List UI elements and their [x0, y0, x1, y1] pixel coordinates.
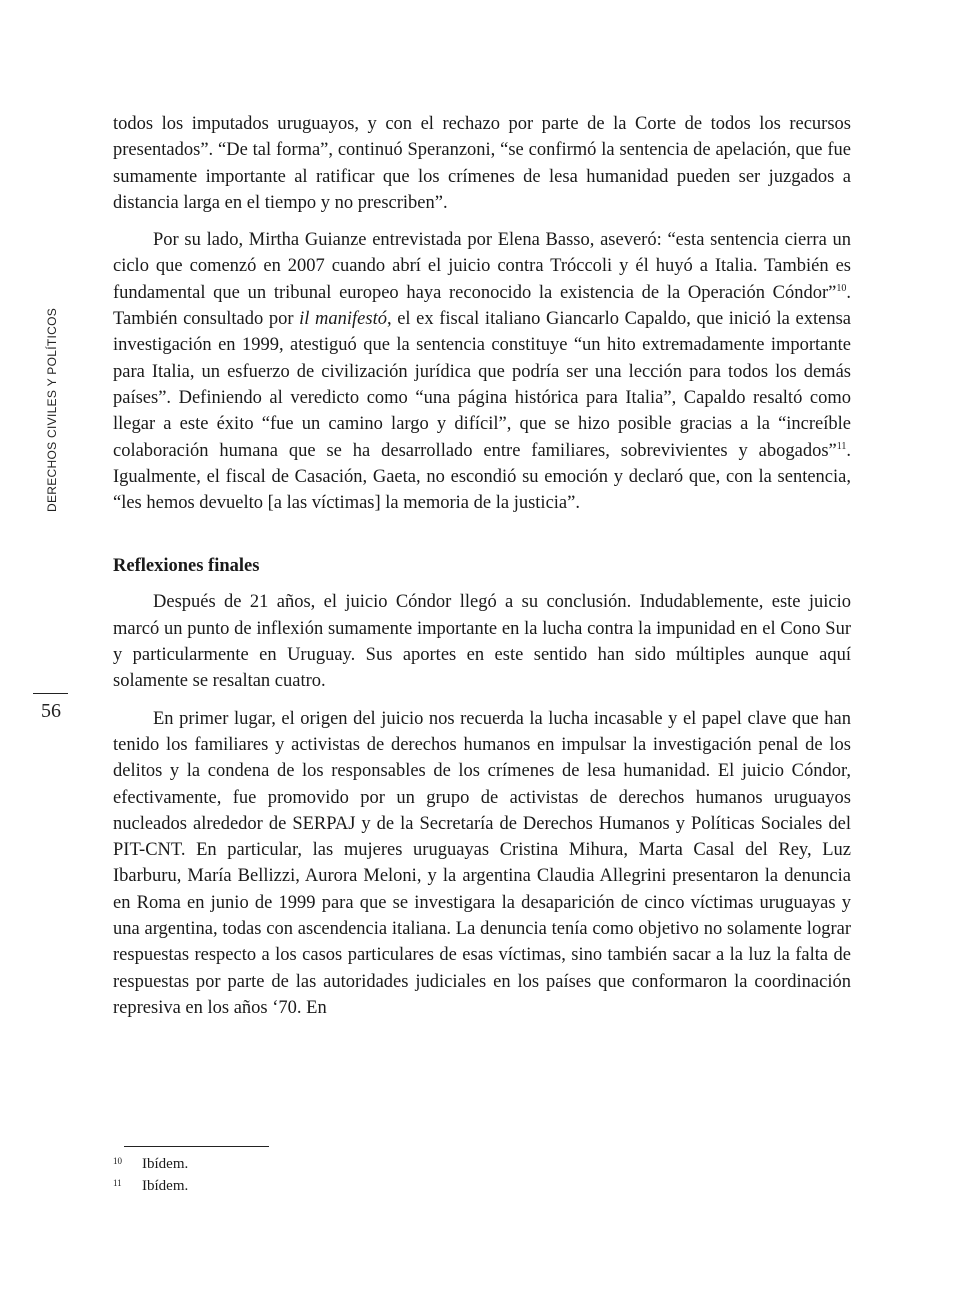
paragraph-guianze: [113, 227, 851, 516]
footnote-item: [113, 1175, 613, 1197]
running-section-label: DERECHOS CIVILES Y POLÍTICOS: [45, 307, 59, 512]
footnote-ref-10: 10: [836, 282, 847, 294]
footnote-ref-11: 11: [836, 440, 847, 452]
footnote-number: 11: [113, 1178, 122, 1188]
footnote-item: [113, 1153, 613, 1175]
page-number: 56: [41, 700, 61, 722]
section-heading: Reflexiones finales: [113, 556, 260, 577]
footnote-separator: [124, 1146, 269, 1147]
publication-name: il manifestó: [299, 309, 387, 330]
paragraph-continuation: todos los imputados uruguayos, y con el rechazo por parte de la Corte de todos los recursos presentados”. “De tal forma”, continuó Speranzoni, “se confirmó la sentencia de apelación, que fue sumamente importante al ratificar que los crímenes de lesa humanidad pueden ser juzgados a distancia larga en el tiempo y no prescriben”.: [113, 114, 851, 213]
paragraph-first-point: En primer lugar, el origen del juicio nos recuerda la lucha incasable y el papel clave que han tenido los familiares y activistas de derechos humanos en impulsar la investigación penal de los delitos y la condena de los responsables de los crímenes de lesa humanidad. El juicio Cóndor, efectivamente, fue promovido por un grupo de activistas de derechos humanos uruguayos nucleados alrededor de SERPAJ y de la Secretaría de Derechos Humanos y Políticas Sociales del PIT-CNT. En particular, las mujeres uruguayas Cristina Mihura, Marta Casal del Rey, Luz Ibarburu, María Bellizzi, Aurora Meloni, y la argentina Claudia Allegrini presentaron la denuncia en Roma en junio de 1999 para que se investigara la desaparición de cinco víctimas uruguayas y una argentina, todas con ascendencia italiana. La denuncia tenía como objetivo no solamente lograr respuestas respecto a los casos particulares de esas víctimas, sino también sacar a la luz la falta de respuestas por parte de las autoridades judiciales en los países que conformaron la coordinación represiva en los años ‘70. En: [113, 708, 851, 1018]
body-text: [113, 111, 851, 1032]
footnote-text: Ibídem.: [142, 1156, 189, 1172]
paragraph-conclusion: Después de 21 años, el juicio Cóndor llegó a su conclusión. Indudablemente, este juicio marcó un punto de inflexión sumamente importante en la lucha contra la impunidad en el Cono Sur y particularmente en Uruguay. Sus aportes en este sentido han sido múltiples aunque aquí solamente se resaltan cuatro.: [113, 592, 851, 692]
footnote-text: Ibídem.: [142, 1178, 189, 1194]
page-number-rule: [33, 693, 68, 694]
paragraph-text: , el ex fiscal italiano Giancarlo Capaldo, que inició la extensa investigación en 1999, atestiguó que la sentencia constituye “un hito extremadamente importante para Italia, un esfuerzo de civilización jurídica que podría ser una lección para todos los demás países”. Definiendo al veredicto como “una página histórica para Italia”, Capaldo resaltó como llegar a este éxito “fue un camino largo y difícil”, que se hizo posible gracias a la “increíble colaboración humana que se ha desarrollado entre familiares, sobrevivientes y abogados”: [113, 309, 851, 461]
footnote-number: 10: [113, 1156, 122, 1166]
paragraph-text: Por su lado, Mirtha Guianze entrevistada por Elena Basso, aseveró: “esta sentencia cierra un ciclo que comenzó en 2007 cuando abrí el juicio contra Tróccoli y él huyó a Italia. También es fundamental que un tribunal europeo haya reconocido la existencia de la Operación Cóndor”: [113, 230, 851, 303]
paragraph-text: . Igualmente, el fiscal de Casación, Gaeta, no escondió su emoción y declaró que, con la sentencia, “les hemos devuelto [a las víctimas] la memoria de la justicia”.: [113, 440, 851, 514]
footnotes: [113, 1153, 613, 1197]
paragraph-text: . También consultado por: [113, 282, 851, 330]
